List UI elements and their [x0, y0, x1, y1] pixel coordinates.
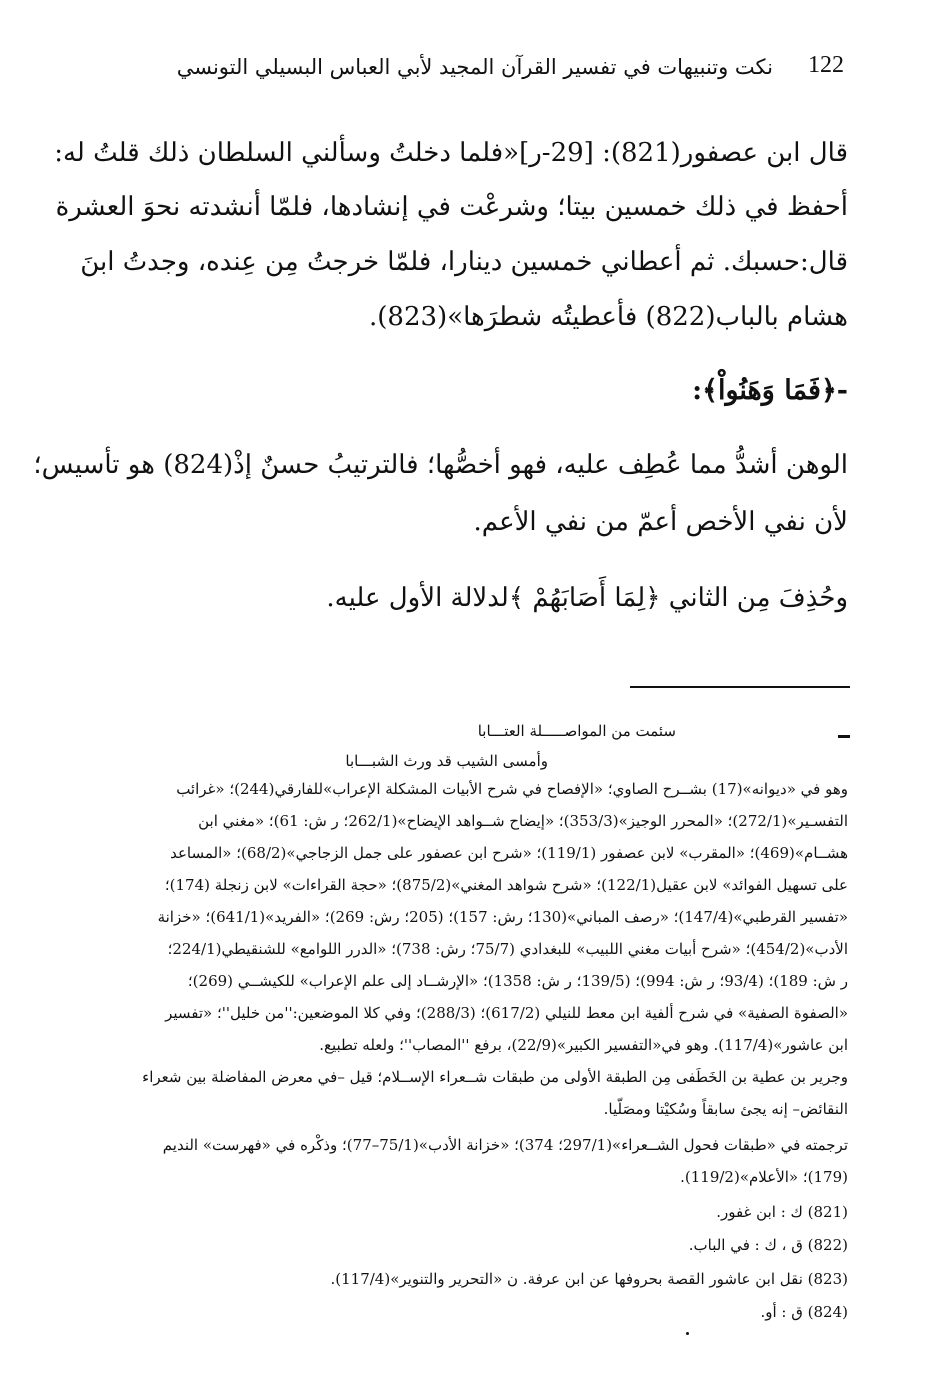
footnote-823: (823) نقل ابن عاشور القصة بحروفها عن ابن عرفة. ن «التحرير والتنوير»(117/4). — [330, 1270, 848, 1288]
footnote-line: الأدب»(454/2)؛ «شرح أبيات مغني اللبيب» للبغدادي (75/7؛ رش: 738)؛ «الدرر اللوامع» للشنقيطي(224/1؛ — [167, 940, 848, 958]
footnote-separator — [630, 686, 850, 688]
footnote-822: (822) ق ، ك : في الباب. — [688, 1236, 848, 1254]
footnote-line: على تسهيل الفوائد» لابن عقيل(122/1)؛ «شرح شواهد المغني»(875/2)؛ «حجة القراءات» لابن زنجلة (174)؛ — [164, 876, 848, 894]
footnote-line: (179)؛ «الأعلام»(119/2). — [680, 1168, 848, 1186]
body-line-4: هشام بالباب(822) فأعطيتُه شطرَها»(823). — [368, 302, 848, 332]
footnote-line: ابن عاشور»(117/4). وهو في«التفسير الكبير»(22/9)، برفع ''المصاب''؛ ولعله تطبيع. — [319, 1036, 848, 1054]
poem-line-2: وأمسى الشيب قد ورث الشبـــابا — [345, 752, 548, 770]
body-line-3: قال:حسبك. ثم أعطاني خمسين دينارا، فلمّا خرجتُ مِن عِنده، وجدتُ ابنَ — [80, 247, 848, 277]
verse-heading: -﴿فَمَا وَهَنُواْ﴾: — [692, 375, 848, 406]
footnote-821: (821) ك : ابن غفور. — [716, 1203, 848, 1221]
body-line-1: قال ابن عصفور(821): [29-ر]«فلما دخلتُ وسألني السلطان ذلك قلتُ له: — [54, 138, 848, 168]
paragraph-2-line-1: الوهن أشدُّ مما عُطِف عليه، فهو أخصُّها؛ فالترتيبُ حسنٌ إذْ(824) هو تأسيس؛ — [33, 450, 848, 480]
footnote-line: هشــام»(469)؛ «المقرب» لابن عصفور (119/1)؛ «شرح ابن عصفور على جمل الزجاجي»(68/2)؛ «المساعد — [170, 844, 848, 862]
footnote-line: «الصفوة الصفية» في شرح ألفية ابن معط للنيلي (617/2)؛ (288/3)؛ وفي كلا الموضعين:''من خليل''؛ «تفسير — [165, 1004, 848, 1022]
running-header: نكت وتنبيهات في تفسير القرآن المجيد لأبي العباس البسيلي التونسي — [176, 55, 773, 79]
page-number: 122 — [808, 52, 844, 78]
poem-line-1: سئمت من المواصـــــلة العتـــابا — [477, 722, 676, 740]
footnote-line: وجرير بن عطية بن الخَطَفى مِن الطبقة الأولى من طبقات شــعراء الإســلام؛ قيل –في معرض المفاضلة بين شعراء — [142, 1068, 848, 1086]
paragraph-2-line-2: لأن نفي الأخص أعمّ من نفي الأعم. — [473, 507, 848, 537]
footnote-line: ر ش: 189)؛ (93/4؛ ر ش: 994)؛ (139/5؛ ر ش: 1358)؛ «الإرشــاد إلى علم الإعراب» للكيشــي (269)؛ — [187, 972, 848, 990]
footnote-line: التفسـير»(272/1)؛ «المحرر الوجيز»(353/3)؛ «إيضاح شــواهد الإيضاح»(262/1؛ ر ش: 61)؛ «مغني ابن — [198, 812, 848, 830]
paragraph-3: وحُذِفَ مِن الثاني ﴿لِمَا أَصَابَهُمْ ﴾لدلالة الأول عليه. — [326, 583, 848, 613]
footnote-line: «تفسير القرطبي»(147/4)؛ «رصف المباني»(130؛ رش: 157)؛ (205؛ رش: 269)؛ «الفريد»(641/1)؛ «خزانة — [157, 908, 848, 926]
body-line-2: أحفظ في ذلك خمسين بيتا؛ وشرعْت في إنشادها، فلمّا أنشدته نحوَ العشرة — [55, 192, 848, 222]
ink-dot — [686, 1332, 689, 1335]
footnote-line: النقائض– إنه يجئ سابقاً وسُكيْتا ومصَلّيا. — [603, 1100, 848, 1118]
footnote-line: ترجمته في «طبقات فحول الشــعراء»(297/1؛ 374)؛ «خزانة الأدب»(75/1–77)؛ وذكْره في «فهرست» النديم — [162, 1136, 848, 1154]
footnote-line: وهو في «ديوانه»(17) بشــرح الصاوي؛ «الإفصاح في شرح الأبيات المشكلة الإعراب»للفارقي(244)؛ «غرائب — [176, 780, 848, 798]
footnote-dash — [838, 735, 850, 738]
footnote-824: (824) ق : أو. — [760, 1303, 848, 1321]
